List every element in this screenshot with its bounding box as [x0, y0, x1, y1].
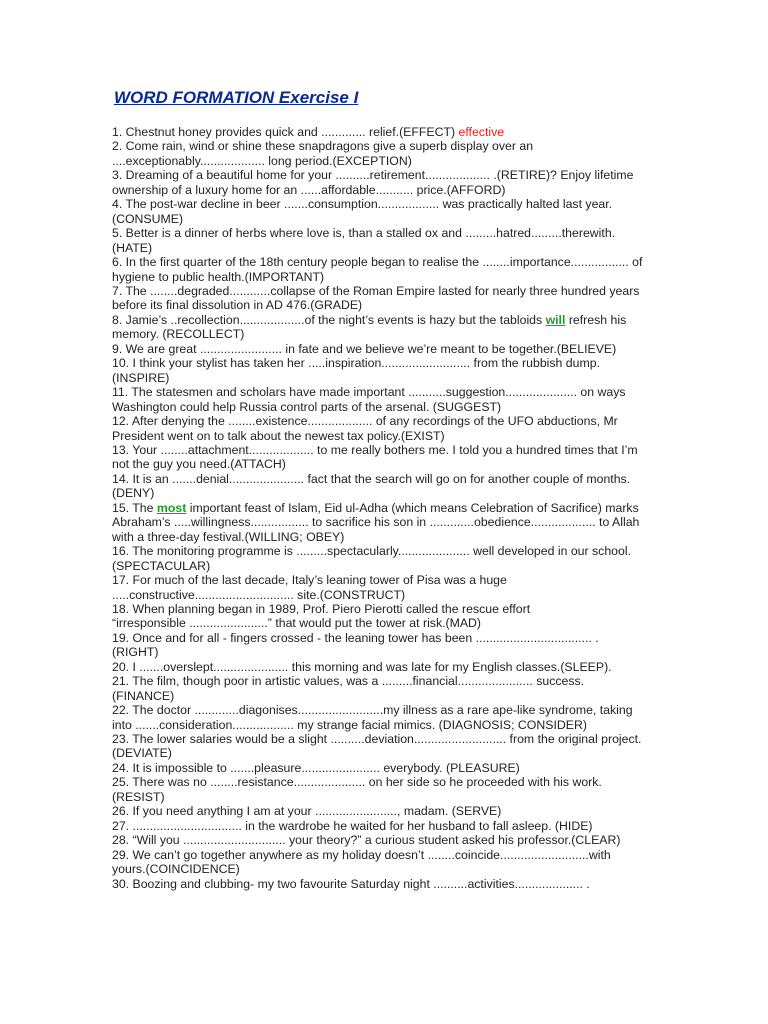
line-text: Abraham’s .....willingness................. to sacrifice his son in .............obedience................... to Allah	[112, 515, 640, 530]
text-line	[112, 804, 660, 818]
line-text: 14. It is an .......denial...................... fact that the search will go on for another couple of months.	[112, 471, 631, 486]
line-text: 2. Come rain, wind or shine these snapdragons give a superb display over an	[112, 139, 534, 154]
text-line	[112, 775, 660, 789]
text-line	[112, 790, 660, 804]
line-text: 10. I think your stylist has taken her .....inspiration.......................... from the rubbish dump.	[112, 356, 600, 371]
text-line	[112, 616, 660, 630]
text-line	[112, 472, 660, 486]
text-line	[112, 588, 660, 602]
line-text: 28. “Will you .............................. your theory?” a curious student asked his professor.(CLEAR)	[112, 833, 621, 848]
line-text: 23. The lower salaries would be a slight ..........deviation........................... from the original project.	[112, 732, 642, 747]
text-line	[112, 819, 660, 833]
line-text: memory. (RECOLLECT)	[112, 327, 245, 342]
highlighted-word: will	[545, 312, 566, 327]
text-line	[112, 284, 660, 298]
line-text: 11. The statesmen and scholars have made important ...........suggestion..................... on ways	[112, 385, 626, 400]
line-text: 7. The ........degraded............collapse of the Roman Empire lasted for nearly three hundred years	[112, 283, 640, 298]
line-text: (FINANCE)	[112, 688, 175, 703]
line-text: (CONSUME)	[112, 211, 184, 226]
text-line	[112, 400, 660, 414]
line-text: 1. Chestnut honey provides quick and ............. relief.(EFFECT)	[112, 125, 459, 139]
text-line	[112, 255, 660, 269]
text-line	[112, 385, 660, 399]
text-line	[112, 848, 660, 862]
text-line	[112, 212, 660, 226]
line-text: (RIGHT)	[112, 645, 159, 660]
text-line	[112, 226, 660, 240]
line-text: 18. When planning began in 1989, Prof. Piero Pierotti called the rescue effort	[112, 601, 531, 616]
line-text: with a three-day festival.(WILLING; OBEY)	[112, 529, 345, 544]
line-text: .....constructive............................. site.(CONSTRUCT)	[112, 587, 406, 602]
line-text: 16. The monitoring programme is .........spectacularly..................... well developed in our school.	[112, 544, 631, 559]
line-text: (SPECTACULAR)	[112, 558, 211, 573]
line-text: ownership of a luxury home for an ......affordable........... price.(AFFORD)	[112, 182, 506, 197]
line-text: important feast of Islam, Eid ul-Adha (which means Celebration of Sacrifice) marks	[186, 500, 639, 515]
text-line	[112, 327, 660, 341]
line-text: into .......consideration.................. my strange facial mimics. (DIAGNOSIS; CONSIDER)	[112, 717, 587, 732]
line-text: 26. If you need anything I am at your ........................, madam. (SERVE)	[112, 804, 502, 819]
text-line	[112, 674, 660, 688]
text-line	[112, 125, 660, 139]
text-line	[112, 414, 660, 428]
line-text: (HATE)	[112, 240, 153, 255]
line-text: 15. The	[112, 500, 157, 515]
text-line	[112, 154, 660, 168]
text-line	[112, 689, 660, 703]
text-line	[112, 746, 660, 760]
text-line	[112, 573, 660, 587]
line-text: 24. It is impossible to .......pleasure....................... everybody. (PLEASURE)	[112, 760, 520, 775]
document-title: WORD FORMATION Exercise I	[114, 88, 359, 107]
text-line	[112, 530, 660, 544]
line-text: 19. Once and for all - fingers crossed - the leaning tower has been .................................. .	[112, 630, 599, 645]
text-line	[112, 602, 660, 616]
line-text: 6. In the first quarter of the 18th century people began to realise the ........importance................. of	[112, 255, 643, 270]
text-line	[112, 559, 660, 573]
text-line	[112, 139, 660, 153]
line-text: 22. The doctor .............diagonises.........................my illness as a rare ape-like syndrome, taking	[112, 703, 633, 718]
text-line	[112, 718, 660, 732]
text-line	[112, 833, 660, 847]
text-line	[112, 342, 660, 356]
line-text: 25. There was no ........resistance..................... on her side so he proceeded with his work.	[112, 775, 602, 790]
line-text: 29. We can’t go together anywhere as my holiday doesn’t ........coincide..........................with	[112, 847, 611, 862]
line-text: 20. I .......overslept...................... this morning and was late for my English classes.(SLEEP).	[112, 659, 612, 674]
text-line	[112, 703, 660, 717]
text-line	[112, 168, 660, 182]
exercise-body	[112, 125, 660, 891]
answer-annotation: effective	[458, 125, 505, 139]
text-line	[112, 183, 660, 197]
line-text: Washington could help Russia control parts of the arsenal. (SUGGEST)	[112, 399, 502, 414]
text-line	[112, 645, 660, 659]
line-text: (RESIST)	[112, 789, 165, 804]
text-line	[112, 660, 660, 674]
line-text: 9. We are great ........................ in fate and we believe we’re meant to be together.(BELIEVE)	[112, 341, 617, 356]
text-line	[112, 862, 660, 876]
text-line	[112, 877, 660, 891]
text-line	[112, 544, 660, 558]
text-line	[112, 241, 660, 255]
text-line	[112, 270, 660, 284]
line-text: not the guy you need.(ATTACH)	[112, 457, 286, 472]
line-text: (DEVIATE)	[112, 746, 172, 761]
text-line	[112, 197, 660, 211]
line-text: hygiene to public health.(IMPORTANT)	[112, 269, 325, 284]
line-text: 21. The film, though poor in artistic values, was a .........financial...................... success.	[112, 674, 585, 689]
text-line	[112, 313, 660, 327]
line-text: 4. The post-war decline in beer .......consumption.................. was practically halted last year.	[112, 197, 613, 212]
text-line	[112, 429, 660, 443]
line-text: before its final dissolution in AD 476.(GRADE)	[112, 298, 363, 313]
text-line	[112, 298, 660, 312]
line-text: “irresponsible .......................” that would put the tower at risk.(MAD)	[112, 616, 482, 631]
line-text: (INSPIRE)	[112, 370, 170, 385]
line-text: (DENY)	[112, 486, 155, 501]
line-text: 27. ................................ in the wardrobe he waited for her husband to fall asleep. (HIDE)	[112, 818, 593, 833]
text-line	[112, 732, 660, 746]
line-text: 5. Better is a dinner of herbs where love is, than a stalled ox and .........hatred.........therewith.	[112, 226, 616, 241]
text-line	[112, 631, 660, 645]
line-text: 3. Dreaming of a beautiful home for your ..........retirement................... .(RETIRE)? Enjoy lifetime	[112, 168, 634, 183]
text-line	[112, 761, 660, 775]
text-line	[112, 443, 660, 457]
line-text: refresh his	[565, 312, 627, 327]
line-text: 17. For much of the last decade, Italy’s leaning tower of Pisa was a huge	[112, 573, 507, 588]
line-text: 30. Boozing and clubbing- my two favourite Saturday night ..........activities.................... .	[112, 876, 590, 891]
text-line	[112, 356, 660, 370]
line-text: President went on to talk about the newest tax policy.(EXIST)	[112, 428, 445, 443]
highlighted-word: most	[156, 500, 187, 515]
text-line	[112, 457, 660, 471]
text-line	[112, 486, 660, 500]
line-text: ....exceptionably................... long period.(EXCEPTION)	[112, 153, 412, 168]
text-line	[112, 501, 660, 515]
text-line	[112, 371, 660, 385]
text-line	[112, 515, 660, 529]
line-text: yours.(COINCIDENCE)	[112, 862, 240, 877]
line-text: 13. Your ........attachment................... to me really bothers me. I told you a hundred times that I’m	[112, 442, 638, 457]
line-text: 12. After denying the ........existence................... of any recordings of the UFO abductions, Mr	[112, 414, 618, 429]
line-text: 8. Jamie’s ..recollection...................of the night’s events is hazy but the tabloids	[112, 312, 546, 327]
